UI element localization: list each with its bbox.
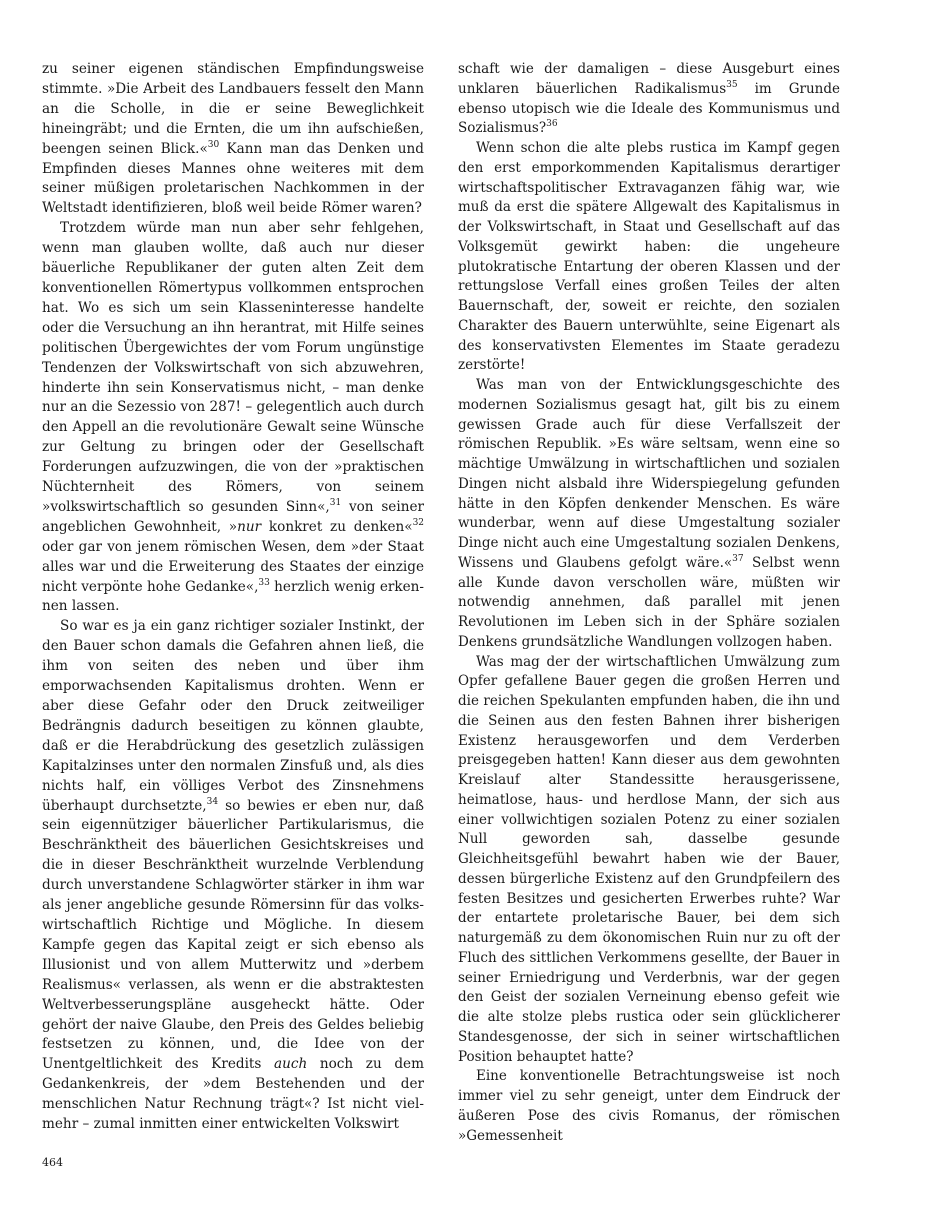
footnote-reference: 37 xyxy=(732,553,744,564)
footnote-reference: 35 xyxy=(726,79,738,90)
text-run: im Grunde ebenso utopisch wie die Ideale des Kommunismus und Sozialismus? xyxy=(458,80,840,137)
text-run: so bewies er eben nur, daß sein eigennütziger bäuerlicher Partikularismus, die Beschränktheit des bäuerlichen Gesichtskreises und die in dieser Beschränktheit wurzelnde Verblendung durch unverstandene Schlagwörter stärker in ihm war als jener angebliche gesunde Römersinn für das volkswirtschaftlich Richtige und Mögliche. In diesem Kampfe gegen das Kapital zeigt er sich ebenso als Illusionist und von allem Mutterwitz und »derbem Realismus« verlassen, als wenn er die abstraktesten Weltverbesserungspläne ausgeheckt hätte. Oder gehört der naive Glaube, den Preis des Geldes beliebig festsetzen zu können, und, die Idee von der Unentgeltlichkeit des Kredits xyxy=(42,797,424,1073)
page-number: 464 xyxy=(42,1156,63,1169)
text-run: So war es ja ein ganz richtiger sozialer Instinkt, der den Bauer schon damals die Gefahren ahnen ließ, die ihm von seiten des neben und über ihm emporwachsenden Kapitalismus drohten. Wenn er aber diese Gefahr oder den Druck zeitweiliger Bedrängnis dadurch beseitigen zu können glaubte, daß er die Herabdrückung des gesetzlich zulässigen Kapitalzinses unter den normalen Zinsfuß und, als dies nichts half, ein völliges Verbot des Zinsnehmens überhaupt durchsetzte, xyxy=(42,618,424,814)
text-run: herzlich wenig erkennen lassen. xyxy=(42,578,425,615)
footnote-reference: 30 xyxy=(207,139,220,150)
italic-text: nur xyxy=(237,518,262,535)
paragraph xyxy=(42,617,424,1135)
text-run: Kann man das Denken und Empfinden dieses Mannes ohne weiteres mit dem seiner müßigen proletarischen Nachkommen in der Weltstadt identifizieren, bloß weil beide Römer waren? xyxy=(42,140,424,217)
paragraph xyxy=(458,1067,840,1146)
footnote-reference: 33 xyxy=(258,577,270,588)
text-run: von seiner angeblichen Gewohnheit, » xyxy=(42,498,424,535)
text-run: Was mag der der wirtschaftlichen Umwälzung zum Opfer gefallene Bauer gegen die großen Herren und die reichen Spekulanten empfunden haben, die ihn und die Seinen aus den festen Bahnen ihrer bisherigen Existenz herausgeworfen und dem Verderben preisgegeben hatten! Kann dieser aus dem gewohnten Kreislauf alter Standessitte herausgerissene, heimatlose, haus- und herdlose Mann, der sich aus einer vollwichtigen sozialen Potenz zu einer sozialen Null geworden sah, dasselbe gesunde Gleichheitsgefühl bewahrt haben wie der Bauer, dessen bürgerliche Existenz auf den Grundpfeilern des festen Besitzes und gesicherten Erwerbes ruhte? War der entartete proletarische Bauer, bei dem sich naturgemäß zu dem ökonomischen Ruin nur zu oft der Fluch des sittlichen Verkommens gesellte, der Bauer in seiner Erniedrigung und Verderbnis, war der gegen den Geist der sozialen Verneinung ebenso gefeit wie die alte stolze plebs rustica oder sein glücklicherer Standesgenosse, der sich in seiner wirtschaftlichen Position behauptet hatte? xyxy=(458,653,840,1065)
text-run: Wenn schon die alte plebs rustica im Kampf gegen den erst emporkommenden Kapitalismus derartiger wirtschaftspolitischer Extravaganzen fähig war, wie muß da erst die spätere Allgewalt des Kapitalismus in der Volkswirtschaft, in Staat und Gesellschaft auf das Volksgemüt gewirkt haben: die ungeheure plutokratische Entartung der oberen Klassen und der rettungslose Verfall eines großen Teiles der alten Bauernschaft, der, soweit er reichte, den sozialen Charakter des Bauern unterwühlte, seine Eigenart als des konservativsten Elementes im Staate geradezu zerstörte! xyxy=(458,140,840,374)
text-run: konkret zu denken« xyxy=(261,518,413,535)
italic-text: auch xyxy=(274,1056,308,1073)
paragraph xyxy=(458,653,840,1068)
text-run: Trotzdem würde man nun aber sehr fehlgehen, wenn man glauben wollte, daß auch nur dieser bäuerliche Republikaner der guten alten Zeit dem konventionellen Römertypus vollkommen entsprochen hat. Wo es sich um sein Klasseninteresse handelte oder die Versuchung an ihn herantrat, mit Hilfe seines politischen Übergewichtes der vom Forum ungünstige Tendenzen der Volkswirtschaft von sich abzuwehren, hinderte ihn sein Konservatismus nicht, – man denke nur an die Sezessio von 287! – gelegentlich auch durch den Appell an die revolutionäre Gewalt seine Wünsche zur Geltung zu bringen oder der Gesellschaft Forderungen aufzuzwingen, die von der »praktischen Nüchternheit des Römers, von seinem »volkswirtschaftlich so gesunden Sinn«, xyxy=(42,220,424,515)
right-text-column xyxy=(458,60,840,1146)
left-text-column xyxy=(42,60,424,1135)
paragraph xyxy=(42,219,424,617)
paragraph xyxy=(458,139,840,376)
text-run: Was man von der Entwicklungsgeschichte des modernen Sozialismus gesagt hat, gilt bis zu einem gewissen Grade auch für diese Verfallszeit der römischen Republik. »Es wäre seltsam, wenn eine so mächtige Umwälzung in wirtschaftlichen und sozialen Dingen nicht alsbald ihre Widerspiegelung gefunden hätte in den Köpfen denkender Menschen. Es wäre wunderbar, wenn auf diese Umgestaltung sozialer Dinge nicht auch eine Umgestaltung sozialen Denkens, Wissens und Glaubens gefolgt wäre.« xyxy=(458,377,840,571)
paragraph xyxy=(458,60,840,139)
text-run: schaft wie der damaligen – diese Ausgeburt eines unklaren bäuerlichen Radikalismus xyxy=(458,61,840,97)
text-run: Selbst wenn alle Kunde davon verschollen wäre, müßten wir notwendig annehmen, daß parallel mit jenen Revolutionen im Leben sich in der Sphäre sozialen Denkens grundsätzliche Wandlungen vollzogen haben. xyxy=(458,554,840,650)
paragraph xyxy=(42,60,424,219)
text-run: oder gar von jenem römischen Wesen, dem »der Staat alles war und die Erweiterung des Staates der einzige nicht verpönte hohe Gedanke«, xyxy=(42,538,424,595)
paragraph xyxy=(458,376,840,653)
text-run: Eine konventionelle Betrachtungsweise ist noch immer viel zu sehr geneigt, unter dem Eindruck der äußeren Pose des civis Romanus, der römischen »Gemessenheit xyxy=(458,1068,840,1144)
text-run: noch zu dem Gedankenkreis, der »dem Bestehenden und der menschlichen Natur Rechnung trägt«? Ist nicht vielmehr – zumal inmitten einer entwickelten Volkswirt xyxy=(42,1056,424,1133)
footnote-reference: 31 xyxy=(329,497,342,508)
text-run: zu seiner eigenen ständischen Empfindungsweise stimmte. »Die Arbeit des Landbauers fesselt den Mann an die Scholle, in die er seine Beweglichkeit hineingräbt; und die Ernten, die um ihn aufschießen, beengen seinen Blick.« xyxy=(42,61,424,157)
footnote-reference: 34 xyxy=(206,796,219,807)
footnote-reference: 32 xyxy=(412,517,425,528)
footnote-reference: 36 xyxy=(546,119,558,130)
